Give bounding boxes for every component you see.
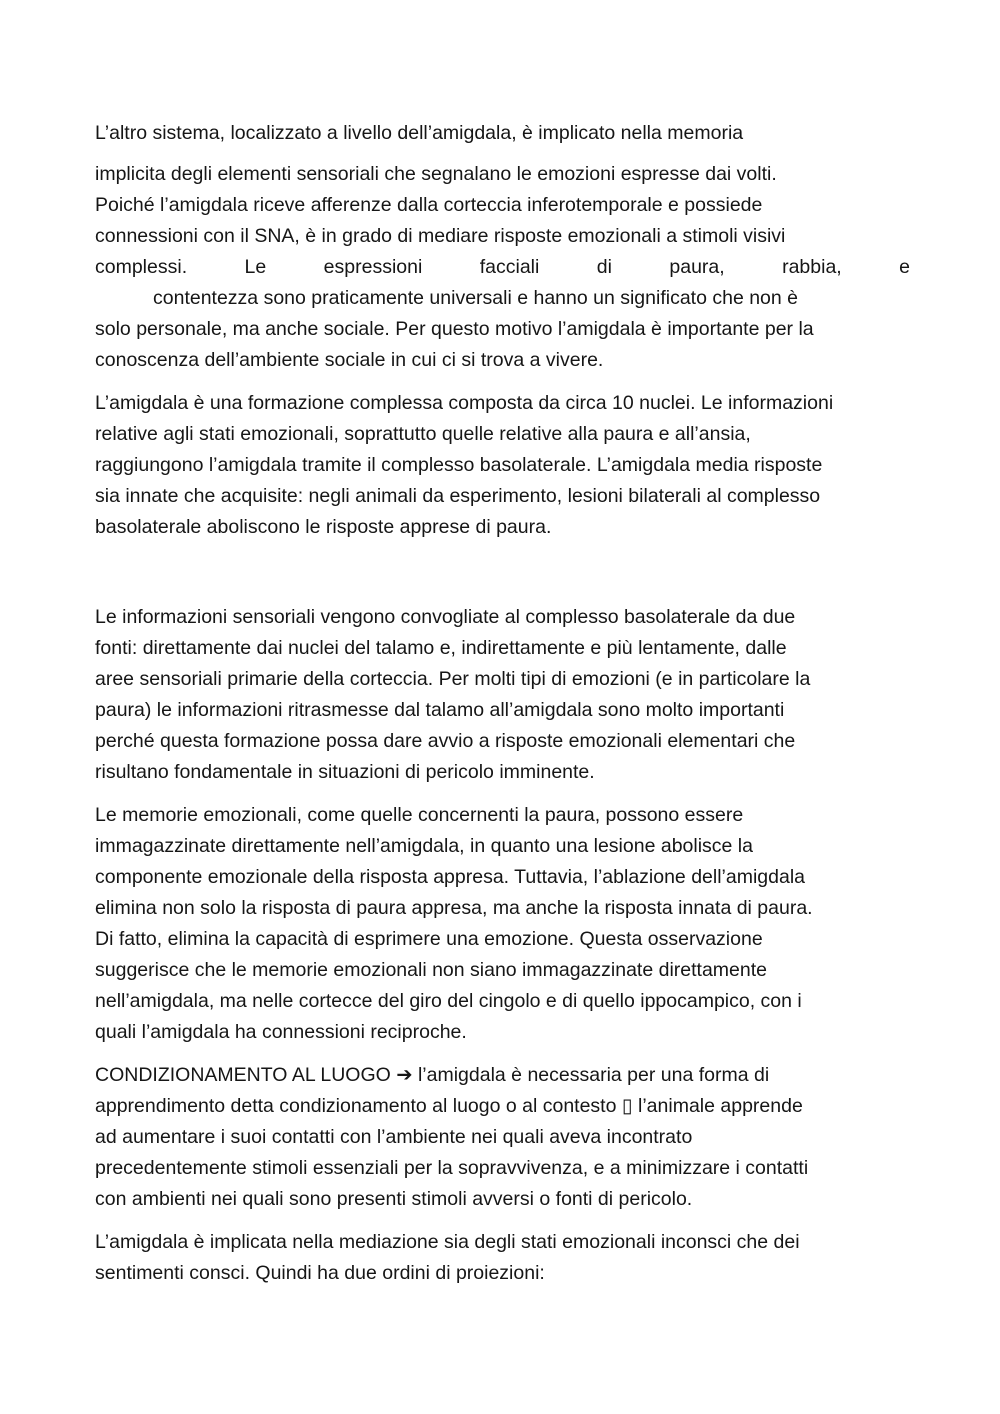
- text-line: quali l’amigdala ha connessioni reciproche.: [95, 1021, 467, 1043]
- text-line: raggiungono l’amigdala tramite il complesso basolaterale. L’amigdala media risposte: [95, 454, 823, 476]
- text-line: immagazzinate direttamente nell’amigdala, in quanto una lesione abolisce la: [95, 835, 753, 857]
- paragraph-emotional-memories: [95, 800, 910, 1048]
- text-line: con ambienti nei quali sono presenti stimoli avversi o fonti di pericolo.: [95, 1188, 693, 1210]
- text-line: implicita degli elementi sensoriali che segnalano le emozioni espresse dai volti.: [95, 163, 777, 185]
- word: di: [596, 256, 612, 278]
- text-line: nell’amigdala, ma nelle cortecce del giro del cingolo e di quello ippocampico, con i: [95, 990, 802, 1012]
- text-line: sentimenti consci. Quindi ha due ordini di proiezioni:: [95, 1262, 545, 1284]
- text-line: Poiché l’amigdala riceve afferenze dalla corteccia inferotemporale e possiede: [95, 194, 763, 216]
- document-page: [95, 118, 910, 1301]
- text-line: L’amigdala è una formazione complessa composta da circa 10 nuclei. Le informazioni: [95, 392, 834, 414]
- text-line: relative agli stati emozionali, soprattutto quelle relative alla paura e all’ansia,: [95, 423, 751, 445]
- paragraph-sensory-information: [95, 602, 910, 788]
- word: rabbia,: [782, 256, 842, 278]
- word: e: [899, 256, 910, 278]
- text-line: solo personale, ma anche sociale. Per questo motivo l’amigdala è importante per la: [95, 318, 814, 340]
- text-line: precedentemente stimoli essenziali per la sopravvivenza, e a minimizzare i contatti: [95, 1157, 809, 1179]
- word: Le: [244, 256, 267, 278]
- text-line: L’altro sistema, localizzato a livello dell’amigdala, è implicato nella memoria: [95, 122, 744, 144]
- justified-text-line: [95, 252, 910, 283]
- text-line: paura) le informazioni ritrasmesse dal talamo all’amigdala sono molto importanti: [95, 699, 785, 721]
- word: facciali: [479, 256, 540, 278]
- text-line: componente emozionale della risposta appresa. Tuttavia, l’ablazione dell’amigdala: [95, 866, 806, 888]
- text-line: Di fatto, elimina la capacità di esprimere una emozione. Questa osservazione: [95, 928, 763, 950]
- text-line: ad aumentare i suoi contatti con l’ambiente nei quali aveva incontrato: [95, 1126, 693, 1148]
- paragraph-projections: [95, 1227, 910, 1289]
- text-line: apprendimento detta condizionamento al luogo o al contesto ▯ l’animale apprende: [95, 1095, 803, 1117]
- text-line: conoscenza dell’ambiente sociale in cui ci si trova a vivere.: [95, 349, 604, 371]
- text-line: fonti: direttamente dai nuclei del talamo e, indirettamente e più lentamente, dalle: [95, 637, 787, 659]
- text-line: elimina non solo la risposta di paura appresa, ma anche la risposta innata di paura.: [95, 897, 813, 919]
- blank-gap: [95, 555, 910, 602]
- paragraph-facial-expressions: [95, 159, 910, 376]
- text-line: suggerisce che le memorie emozionali non siano immagazzinate direttamente: [95, 959, 768, 981]
- text-line: perché questa formazione possa dare avvio a risposte emozionali elementari che: [95, 730, 796, 752]
- text-line: CONDIZIONAMENTO AL LUOGO ➔ l’amigdala è necessaria per una forma di: [95, 1064, 770, 1086]
- text-line: connessioni con il SNA, è in grado di mediare risposte emozionali a stimoli visivi: [95, 225, 786, 247]
- paragraph-amygdala-structure: [95, 388, 910, 543]
- word: complessi.: [95, 256, 188, 278]
- word: paura,: [669, 256, 725, 278]
- paragraph-intro: [95, 118, 910, 149]
- word: espressioni: [323, 256, 423, 278]
- text-line: sia innate che acquisite: negli animali da esperimento, lesioni bilaterali al complesso: [95, 485, 821, 507]
- text-line: Le memorie emozionali, come quelle concernenti la paura, possono essere: [95, 804, 744, 826]
- text-line: risultano fondamentale in situazioni di pericolo imminente.: [95, 761, 595, 783]
- text-line: aree sensoriali primarie della corteccia. Per molti tipi di emozioni (e in particolare la: [95, 668, 811, 690]
- text-line: Le informazioni sensoriali vengono convogliate al complesso basolaterale da due: [95, 606, 796, 628]
- paragraph-place-conditioning: [95, 1060, 910, 1215]
- text-line: basolaterale aboliscono le risposte apprese di paura.: [95, 516, 552, 538]
- text-line: L’amigdala è implicata nella mediazione sia degli stati emozionali inconsci che dei: [95, 1231, 800, 1253]
- text-line: contentezza sono praticamente universali e hanno un significato che non è: [153, 287, 799, 309]
